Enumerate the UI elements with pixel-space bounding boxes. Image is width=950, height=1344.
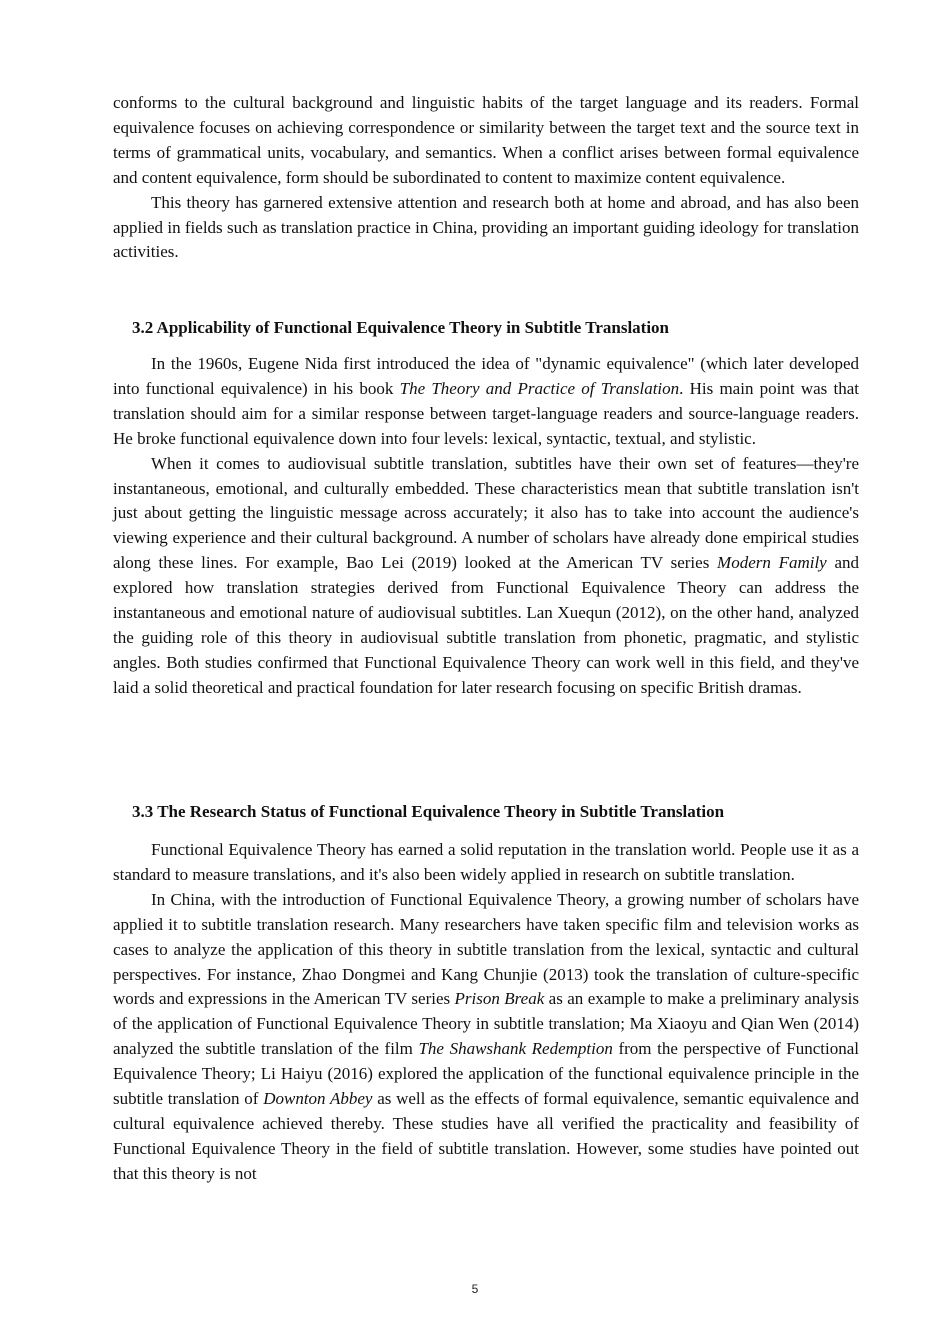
text-run: as an example to make a preliminary analysis of the application of Functional Equivalence Theory in subtitle translation; Ma Xiaoyu and Qian Wen (2014) analyzed the subtitle translation of the film [113, 989, 859, 1059]
section-heading: 3.3 The Research Status of Functional Equivalence Theory in Subtitle Translation [132, 802, 725, 821]
text-run: as well as the effects of formal equivalence, semantic equivalence and cultural equivalence achieved thereby. These studies have all verified the practicality and feasibility of Functional Equivalence Theory in the field of subtitle translation. However, some studies have pointed out that this theory is not [113, 1089, 859, 1183]
paragraph: This theory has garnered extensive attention and research both at home and abroad, and has also been applied in fields such as translation practice in China, providing an important guiding ideology for translation activities. [113, 192, 859, 262]
work-title: The Shawshank Redemption [418, 1039, 613, 1059]
paragraph: conforms to the cultural background and linguistic habits of the target language and its readers. Formal equivalence focuses on achieving correspondence or similarity between the target text and the source text in terms of grammatical units, vocabulary, and semantics. When a conflict arises between formal equivalence and content equivalence, form should be subordinated to content to maximize content equivalence. [113, 93, 859, 187]
text-run: . His main point was that translation should aim for a similar response between target-language readers and source-language readers. He broke functional equivalence down into four levels: lexical, syntactic, textual, and stylistic. [113, 378, 860, 448]
paragraph [113, 452, 859, 701]
section-heading: 3.2 Applicability of Functional Equivalence Theory in Subtitle Translation [132, 318, 670, 337]
text-run: and explored how translation strategies derived from Functional Equivalence Theory can address the instantaneous and emotional nature of audiovisual subtitles. Lan Xuequn (2012), on the other hand, analyzed the guiding role of this theory in audiovisual subtitle translation from phonetic, pragmatic, and stylistic angles. Both studies confirmed that Functional Equivalence Theory can work well in this field, and they've laid a solid theoretical and practical foundation for later research focusing on specific British dramas. [113, 553, 859, 697]
work-title: The Theory and Practice of Translation [399, 378, 680, 398]
text-run: In China, with the introduction of Functional Equivalence Theory, a growing number of scholars have applied it to subtitle translation research. Many researchers have taken specific film and television works as cases to analyze the application of this theory in subtitle translation from the lexical, syntactic and cultural perspectives. For instance, Zhao Dongmei and Kang Chunjie (2013) took the translation of culture-specific words and expressions in the American TV series [113, 889, 859, 1009]
work-title: Modern Family [717, 553, 827, 573]
intro-block [113, 91, 859, 265]
section-3-3-heading-block [113, 800, 859, 825]
page-number: 5 [471, 1282, 479, 1296]
paragraph [113, 888, 859, 1187]
text-run: When it comes to audiovisual subtitle translation, subtitles have their own set of features—they're instantaneous, emotional, and culturally embedded. These characteristics mean that subtitle translation isn't just about getting the linguistic message across accurately; it also has to take into account the audience's viewing experience and their cultural background. A number of scholars have already done empirical studies along these lines. For example, Bao Lei (2019) looked at the American TV series [113, 453, 859, 573]
section-3-3-body [113, 838, 859, 1187]
paragraph: Functional Equivalence Theory has earned a solid reputation in the translation world. People use it as a standard to measure translations, and it's also been widely applied in research on subtitle translation. [113, 840, 859, 884]
section-3-2-body [113, 352, 859, 701]
work-title: Downton Abbey [263, 1089, 373, 1109]
section-3-2-heading-block [113, 316, 859, 341]
text-run: from the perspective of Functional Equivalence Theory; Li Haiyu (2016) explored the application of the functional equivalence principle in the subtitle translation of [113, 1039, 859, 1109]
text-run: In the 1960s, Eugene Nida first introduced the idea of "dynamic equivalence" (which later developed into functional equivalence) in his book [113, 354, 859, 398]
paragraph [113, 352, 859, 452]
work-title: Prison Break [454, 989, 545, 1009]
